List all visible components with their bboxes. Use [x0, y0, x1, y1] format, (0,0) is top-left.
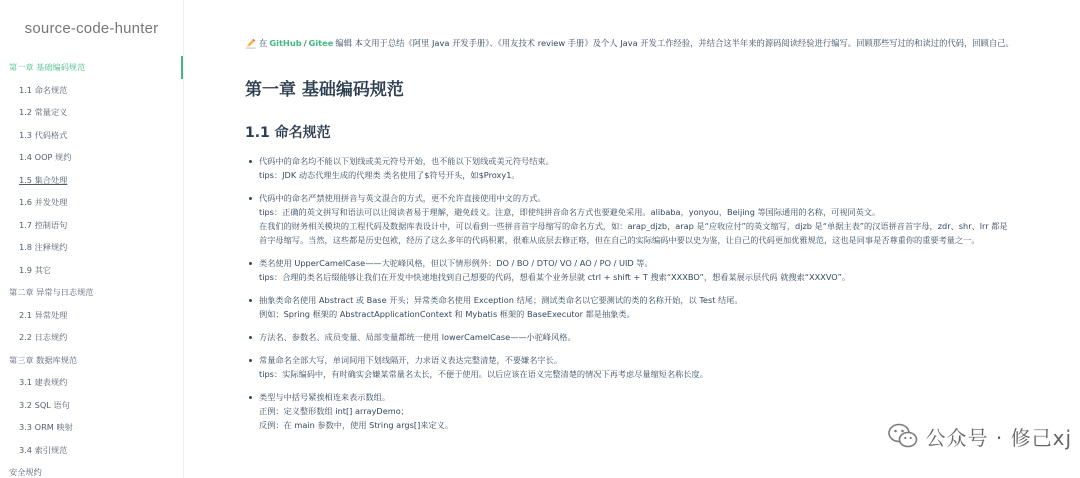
sidebar-item-label: 3.2 SQL 语句: [19, 399, 70, 410]
main-content: [185, 0, 1080, 478]
rule-line: tips：实际编码中，有时确实会嫌某常量名太长，不便于使用。以后应该在语义完整清楚的情况下再考虑尽量缩短名称长度。: [259, 369, 708, 379]
sidebar-item[interactable]: [0, 79, 183, 102]
sidebar-item-label: 1.6 并发处理: [19, 197, 68, 207]
sidebar-item[interactable]: [0, 101, 183, 124]
rule-line: 正例：定义整形数组 int[] arrayDemo；: [259, 406, 409, 416]
rule-line: 反例：在 main 参数中，使用 String args[]来定义。: [259, 420, 454, 430]
sidebar-nav: [0, 56, 183, 478]
sidebar-item[interactable]: [0, 439, 183, 462]
list-item: [245, 191, 1080, 247]
sidebar-item[interactable]: [0, 394, 183, 417]
rule-line: 代码中的命名严禁使用拼音与英文混合的方式，更不允许直接使用中文的方式。: [259, 193, 546, 203]
list-item: [245, 256, 1080, 284]
list-item: [245, 154, 1080, 182]
rule-line: 例如：Spring 框架的 AbstractApplicationContext 和 Mybatis 框架的 BaseExecutor 都是抽象类。: [259, 309, 635, 319]
sidebar-item-label: 1.3 代码格式: [19, 129, 68, 140]
site-title[interactable]: source-code-hunter: [24, 19, 159, 37]
sidebar-item[interactable]: [0, 169, 183, 192]
sidebar-item[interactable]: [0, 371, 183, 394]
sidebar-item[interactable]: [0, 349, 183, 372]
list-item: [245, 353, 1080, 381]
rule-line: tips：正确的英文拼写和语法可以让阅读者易于理解，避免歧义。注意，即使纯拼音命名方式也要避免采用。alibaba，yonyou，Beijing 等国际通用的名称，可视同英文。: [259, 207, 881, 217]
sidebar-item-label: 1.5 集合处理: [19, 174, 68, 185]
sidebar: [0, 0, 184, 478]
sidebar-item[interactable]: [0, 281, 183, 304]
intro-paragraph: [245, 34, 1080, 52]
sidebar-item[interactable]: [0, 124, 183, 147]
sidebar-item[interactable]: [0, 56, 183, 79]
rule-line: 在我们的财务相关模块的工程代码及数据库表设计中，可以看到一些拼音首字母缩写的命名方式，如：arap_djzb，arap 是“应收应付”的英文缩写，djzb 是“单据主表”的汉语拼音首字母，zdr、shr、lrr 都是: [259, 221, 1008, 231]
sidebar-item-label: 1.9 其它: [19, 264, 51, 275]
sidebar-item-label: 安全规约: [9, 467, 42, 477]
pencil-icon: [245, 38, 256, 49]
chapter-heading: 第一章 基础编码规范: [245, 80, 404, 100]
sidebar-item[interactable]: [0, 259, 183, 282]
sidebar-item-label: 2.1 异常处理: [19, 309, 68, 320]
rule-line: tips：合理的类名后缀能够让我们在开发中快速地找到自己想要的代码，想看某个业务层就 ctrl + shift + T 搜索“XXXBO”，想看某展示层代码 就搜索“XXXVO”。: [259, 272, 851, 282]
section-heading: 1.1 命名规范: [245, 125, 331, 141]
sidebar-item-label: 1.2 常量定义: [19, 107, 68, 117]
intro-before: 在: [259, 38, 268, 48]
rule-line: 代码中的命名均不能以下划线或美元符号开始，也不能以下划线或美元符号结束。: [259, 156, 554, 166]
list-item: [245, 293, 1080, 321]
sidebar-item-label: 1.7 控制语句: [19, 219, 68, 230]
intro-text: 编辑 本文用于总结《阿里 Java 开发手册》、《用友技术 review 手册》及个人 Java 开发工作经验，并结合这半年来的源码阅读经验进行编写。回顾那些写过的和读过的代码，回顾自己。: [335, 38, 1014, 48]
sidebar-item[interactable]: [0, 304, 183, 327]
rule-line: 常量命名全部大写，单词间用下划线隔开，力求语义表达完整清楚，不要嫌名字长。: [259, 355, 562, 365]
rule-line: 类型与中括号紧挨相连来表示数组。: [259, 392, 391, 402]
sidebar-item[interactable]: [0, 461, 183, 478]
rule-line: 类名使用 UpperCamelCase——大驼峰风格，但以下情形例外：DO / BO / DTO/ VO / AO / PO / UID 等。: [259, 258, 653, 268]
sidebar-item-label: 3.3 ORM 映射: [19, 422, 73, 432]
watermark-text: 公众号 · 修己xj: [925, 425, 1072, 450]
gitee-link[interactable]: Gitee: [308, 38, 334, 48]
rule-line: 抽象类命名使用 Abstract 或 Base 开头；异常类命名使用 Exception 结尾；测试类命名以它要测试的类的名称开始，以 Test 结尾。: [259, 295, 743, 305]
sidebar-item[interactable]: [0, 191, 183, 214]
sidebar-item[interactable]: [0, 236, 183, 259]
intro-separator: /: [303, 38, 307, 48]
github-link[interactable]: GitHub: [269, 38, 302, 48]
sidebar-item-label: 1.1 命名规范: [19, 84, 68, 95]
sidebar-item[interactable]: [0, 326, 183, 349]
article: [245, 34, 1080, 441]
sidebar-item[interactable]: [0, 416, 183, 439]
sidebar-item[interactable]: [0, 146, 183, 169]
rule-line: tips：JDK 动态代理生成的代理类 类名使用了$符号开头，如$Proxy1。: [259, 170, 520, 180]
sidebar-item-label: 3.4 索引规范: [19, 444, 68, 455]
list-item: [245, 330, 1080, 344]
rules-list: [245, 154, 1080, 432]
sidebar-item-label: 2.2 日志规约: [19, 332, 68, 342]
rule-line: 首字母缩写。当然，这些都是历史包袱，经历了这么多年的代码积累，很难从底层去修正咯，但在自己的实际编码中要以史为鉴，让自己的代码更加优雅规范，这也是同事是否尊重你的重要考量之一。: [259, 235, 980, 245]
sidebar-item[interactable]: [0, 214, 183, 237]
sidebar-item-label: 第二章 异常与日志规范: [9, 287, 94, 297]
rule-line: 方法名、参数名、成员变量、局部变量都统一使用 lowerCamelCase——小驼峰风格。: [259, 332, 576, 342]
sidebar-item-label: 第一章 基础编码规范: [9, 62, 86, 72]
sidebar-item-label: 1.4 OOP 规约: [19, 152, 72, 162]
sidebar-item-label: 1.8 注释规约: [19, 242, 68, 252]
sidebar-item-label: 第三章 数据库规范: [9, 354, 78, 365]
sidebar-item-label: 3.1 建表规约: [19, 377, 68, 387]
watermark: [888, 416, 1072, 456]
wechat-icon: [888, 423, 918, 449]
